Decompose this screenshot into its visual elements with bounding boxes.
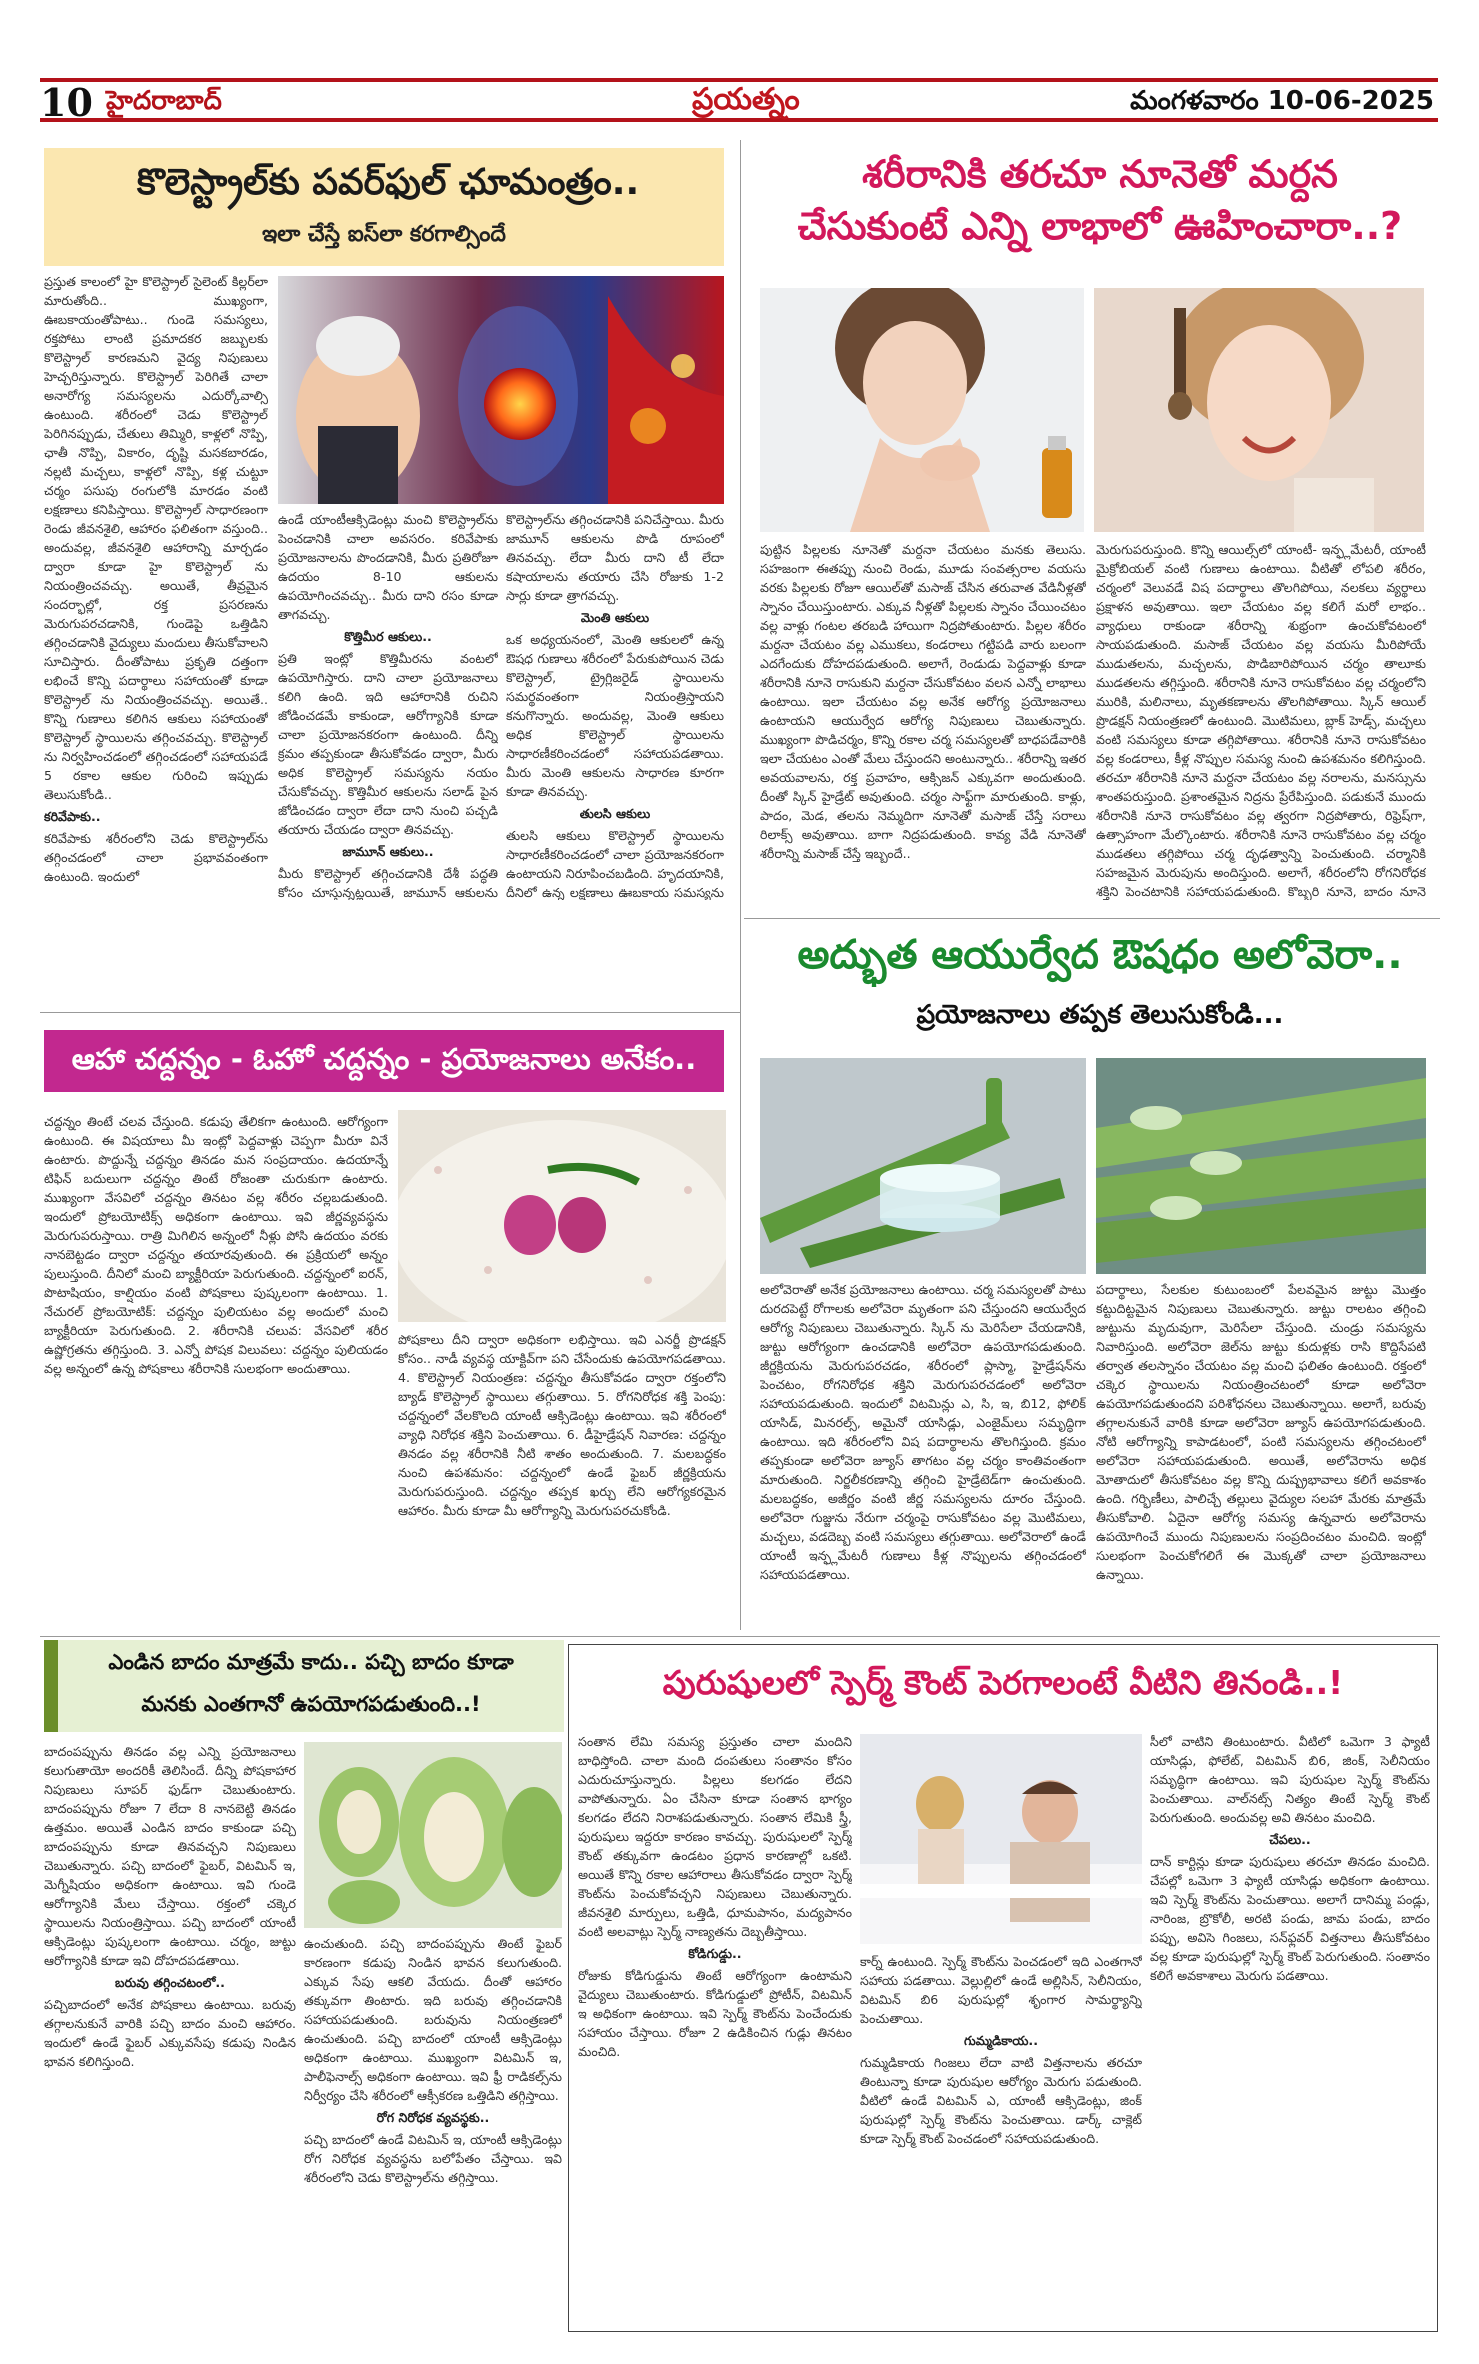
article5-col1 [44, 1742, 296, 2332]
article1-subhead-fenugreek: మెంతి ఆకులు [580, 610, 650, 625]
article1-subhead-guava: జామూన్ ఆకులు.. [342, 844, 434, 859]
article3-text-col1: అలోవెరాతో అనేక ప్రయోజనాలు ఉంటాయి. చర్మ సమస్యలతో పాటు దురదపెట్టే రోగాలకు అలోవెరా మృతంగా పని చేస్తుందని ఆయుర్వేద ఆరోగ్య నిపుణులు చెబుతున్నారు. స్కిన్ ను మెరిసేలా చేయడానికి, జుట్టు ఆరోగ్యంగా ఉంచడానికి అలోవెరా ఉపయోగపడుతుంది. జీర్ణక్రియను మెరుగుపరచడం, శరీరంలో ప్లాస్మా, హైడ్రేషన్‌ను పెంచటం, రోగనిరోధక శక్తిని మెరుగుపరచడంలో అలోవెరా సహాయపడుతుంది. ఇందులో విటమిన్లు ఎ, సి, ఇ, బి12, ఫోలిక్ యాసిడ్, మినరల్స్, అమైనో యాసిడ్లు, ఎంజైమ్‌లు సమృద్ధిగా ఉంటాయి. ఇది శరీరంలోని విష పదార్థాలను తొలగిస్తుంది. క్రమం తప్పకుండా అలోవెరా జ్యూస్ తాగటం వల్ల చర్మం కాంతివంతంగా మారుతుంది. నిర్జలీకరణాన్ని తగ్గించి హైడ్రేటెడ్‌గా ఉంచుతుంది. మలబద్ధకం, అజీర్ణం వంటి జీర్ణ సమస్యలను దూరం చేస్తుంది. అలోవెరా గుజ్జును నేరుగా చర్మంపై రాసుకోవటం వల్ల మొటిమలు, మచ్చలు, వడదెబ్బ వంటి సమస్యలు తగ్గుతాయి. అలోవెరాలో ఉండే యాంటీ ఇన్ఫ్లమేటరీ గుణాలు కీళ్ల నొప్పులను తగ్గించడంలో సహాయపడతాయి. [760, 1282, 1086, 1582]
article6-text-col1: సంతాన లేమి సమస్య ప్రస్తుతం చాలా మందిని బాధిస్తోంది. చాలా మంది దంపతులు సంతానం కోసం ఎదురుచూస్తున్నారు. పిల్లలు కలగడం లేదని వాపోతున్నారు. ఏం చేసినా కూడా సంతాన భాగ్యం కలగడం లేదని నిరాశపడుతున్నారు. సంతాన లేమికి స్త్రీ, పురుషులు ఇద్దరూ కారణం కావచ్చు. పురుషులలో స్పెర్మ్ కౌంట్ తక్కువగా ఉండటం ప్రధాన కారణాల్లో ఒకటి. అయితే కొన్ని రకాల ఆహారాలు తీసుకోవడం ద్వారా స్పెర్మ్ కౌంట్‌ను పెంచుకోవచ్చని నిపుణులు చెబుతున్నారు. జీవనశైలి మార్పులు, ఒత్తిడి, ధూమపానం, మద్యపానం వంటి అలవాట్లు స్పెర్మ్ నాణ్యతను దెబ్బతీస్తాయి. [578, 1734, 852, 1939]
cholesterol-illustration [278, 276, 724, 504]
aloe-gel-jar-photo [760, 1058, 1086, 1274]
article3-image-aloe-leaves [1096, 1058, 1426, 1274]
page-number: 10 [40, 80, 93, 125]
article6-text-col2: కార్న్ ఉంటుంది. స్పెర్మ్ కౌంట్‌ను పెంచడంలో ఇది ఎంతగానో సహాయ పడతాయి. వెల్లుల్లిలో ఉండే అల్లిసిన్, సెలీనియం, విటమిన్ బి6 పురుషుల్లో శృంగార సామర్థ్యాన్ని పెంచుతాయి. [860, 1954, 1142, 2026]
section-divider [40, 1012, 740, 1013]
article4-text-col2: పోషకాలు దీని ద్వారా అధికంగా లభిస్తాయి. ఇవి ఎనర్జీ ప్రొడక్షన్ కోసం.. నాడీ వ్యవస్థ యాక్టివ్‌గా పని చేసేందుకు ఉపయోగపడతాయి. 4. కొలెస్ట్రాల్ నియంత్రణ: చద్దన్నం తీసుకోవడం ద్వారా రక్తంలోని బ్యాడ్ కొలెస్ట్రాల్ స్థాయిలు తగ్గుతాయి. 5. రోగనిరోధక శక్తి పెంపు: చద్దన్నంలో వేలకొలది యాంటీ ఆక్సిడెంట్లు ఉంటాయి. ఇవి శరీరంలో వ్యాధి నిరోధక శక్తిని పెంచుతాయి. 6. డీహైడ్రేషన్ నివారణ: చద్దన్నం తినడం వల్ల శరీరానికి నీటి శాతం అందుతుంది. 7. మలబద్ధకం నుంచి ఉపశమనం: చద్దన్నంలో ఉండే ఫైబర్ జీర్ణక్రియను మెరుగుపరుస్తుంది. చద్దన్నం తప్పక ఖర్చు లేని ఆరోగ్యకరమైన ఆహారం. మీరు కూడా మీ ఆరోగ్యాన్ని మెరుగుపరచుకోండి. [398, 1332, 726, 1518]
article6-subhead2: గుమ్మడికాయ.. [964, 2033, 1038, 2048]
article1-text-col3b: ఒక అధ్యయనంలో, మెంతి ఆకులలో ఉన్న ఔషధ గుణాలు శరీరంలో పేరుకుపోయిన చెడు కొలెస్ట్రాల్, ట్రైగ్లిజరైడ్ స్థాయిలను సమర్థవంతంగా నియంత్రిస్తాయని కనుగొన్నారు. అందువల్ల, మెంతి ఆకులు అధిక కొలెస్ట్రాల్ స్థాయిలను సాధారణీకరించడంలో సహాయపడతాయి. మీరు మెంతి ఆకులను సాధారణ కూరగా కూడా తినవచ్చు. [506, 632, 724, 799]
article6-image-couple [860, 1734, 1142, 1944]
newspaper-brand: ప్రయత్నం [692, 82, 800, 117]
article5-text-col2: ఉంచుతుంది. పచ్చి బాదంపప్పును తింటే ఫైబర్ కారణంగా కడుపు నిండిన భావన కలుగుతుంది. ఎక్కువ సేపు ఆకలి వేయదు. దీంతో ఆహారం తక్కువగా తింటారు. ఇది బరువు తగ్గించడానికి సహాయపడుతుంది. బరువును నియంత్రణలో ఉంచుతుంది. పచ్చి బాదంలో యాంటీ ఆక్సిడెంట్లు అధికంగా ఉంటాయి. ముఖ్యంగా విటమిన్ ఇ, పాలీఫెనాల్స్ అధికంగా ఉంటాయి. ఇవి ఫ్రీ రాడికల్స్‌ను నిర్వీర్యం చేసి శరీరంలో ఆక్సీకరణ ఒత్తిడిని తగ్గిస్తాయి. [304, 1936, 562, 2103]
article1-text-col1: ప్రస్తుత కాలంలో హై కొలెస్ట్రాల్ సైలెంట్ కిల్లర్‌లా మారుతోంది.. ముఖ్యంగా, ఊబకాయంతోపాటు.. గుండె సమస్యలు, రక్తపోటు లాంటి ప్రమాదకర జబ్బులకు కొలెస్ట్రాల్ కారణమని వైద్య నిపుణులు హెచ్చరిస్తున్నారు. కొలెస్ట్రాల్ పెరిగితే చాలా అనారోగ్య సమస్యలను ఎదుర్కోవాల్సి ఉంటుంది. శరీరంలో చెడు కొలెస్ట్రాల్ పెరిగినప్పుడు, చేతులు తిమ్మిరి, కాళ్లలో నొప్పి, ఛాతీ నొప్పి, వికారం, దృష్టి మసకబారడం, నల్లటి మచ్చలు, కాళ్లలో నొప్పి, కళ్ల చుట్టూ చర్మం పసుపు రంగులోకి మారడం వంటి లక్షణాలు కనిపిస్తాయి. కొలెస్ట్రాల్ సాధారణంగా రెండు జీవనశైలి, ఆహారం ఫలితంగా వస్తుంది.. అందువల్ల, జీవనశైలి ఆహారాన్ని మార్చడం ద్వారా కూడా హై కొలెస్ట్రాల్ ను నియంత్రించవచ్చు. అయితే, తీవ్రమైన సందర్భాల్లో, రక్త ప్రసరణను మెరుగుపరచడానికి, గుండెపై ఒత్తిడిని తగ్గించడానికి వైద్యులు మందులు తీసుకోవాలని సూచిస్తారు. దీంతోపాటు ప్రకృతి దత్తంగా లభించే కొన్ని పదార్థాలు సహాయంతో కూడా కొలెస్ట్రాల్ ను నియంత్రించవచ్చు. అయితే.. కొన్ని గుణాలు కలిగిన ఆకులు సహాయంతో కొలెస్ట్రాల్ స్థాయిలను తగ్గించవచ్చు. కొలెస్ట్రాల్ ను నిర్వహించడంలో తగ్గించడంలో సహాయపడే 5 రకాల ఆకుల గురించి ఇప్పుడు తెలుసుకోండి.. [44, 274, 268, 802]
article1-text-col2c: మీరు కొలెస్ట్రాల్ తగ్గించడానికి దేశీ పద్ధతి కోసం చూస్తున్నట్లయితే, జామూన్ ఆకులను [278, 866, 498, 900]
article2-title [760, 148, 1440, 252]
section-divider [744, 918, 1440, 919]
green-almonds-photo [304, 1742, 562, 1928]
article5-headline-box [44, 1640, 564, 1732]
article3-text-col2: పదార్థాలు, సేలకుల కుటుంబంలో పేలవమైన జుట్టు మొత్తం కట్టుదిట్టమైన నిపుణులు చెబుతున్నారు. జుట్టు రాలటం తగ్గించి జుట్టును మృదువుగా, మెరిసేలా చేస్తుంది. చుండ్రు సమస్యను నివారిస్తుంది. అలోవెరా జెల్‌ను జుట్టు కుదుళ్లకు రాసి కొద్దిసేపటి తర్వాత తలస్నానం చేయటం వల్ల మంచి ఫలితం ఉంటుంది. రక్తంలో చక్కెర స్థాయిలను నియంత్రించటంలో కూడా అలోవెరా ఉపయోగపడుతుందని పరిశోధనలు చెబుతున్నాయి. అలాగే, బరువు తగ్గాలనుకునే వారికి కూడా అలోవెరా జ్యూస్ ఉపయోగపడుతుంది. నోటి ఆరోగ్యాన్ని కాపాడటంలో, పంటి సమస్యలను తగ్గించటంలో అలోవెరా సహాయపడుతుంది. అయితే, అలోవెరాను అధిక మోతాదులో తీసుకోవటం వల్ల కొన్ని దుష్ప్రభావాలు కలిగే అవకాశం ఉంది. గర్భిణీలు, పాలిచ్చే తల్లులు వైద్యుల సలహా మేరకు మాత్రమే తీసుకోవాలి. ఏదైనా ఆరోగ్య సమస్య ఉన్నవారు అలోవెరాను ఉపయోగించే ముందు నిపుణులను సంప్రదించటం మంచిది. ఇంట్లో సులభంగా పెంచుకోగలిగే ఈ మొక్కతో చాలా ప్రయోజనాలు ఉన్నాయి. [1096, 1282, 1426, 1582]
city-label: హైదరాబాద్ [106, 86, 222, 116]
issue-date: మంగళవారం 10-06-2025 [1130, 86, 1434, 116]
article1-headline-box [44, 148, 724, 266]
article2-text-col2: మెరుగుపరుస్తుంది. కొన్ని ఆయిల్స్‌లో యాంటీ- ఇన్ఫ్లమేటరీ, యాంటీ మైక్రోబియల్ వంటి గుణాలు ఉంటాయి. వీటితో లోపలి శరీరం, చర్మంలో వెలువడే విష పదార్థాలు తొలగిపోయి, నలకలు వ్యర్థాలు ప్రక్షాళన అవుతాయి. ఇలా చేయటం వల్ల కలిగే మరో లాభం.. వ్యాధులు రాకుండా శరీరాన్ని శుభ్రంగా ఉంచుకోవటంలో సాయపడుతుంది. మసాజ్ చేయటం వల్ల వయసు మీరిపోయే ముడుతలను, మచ్చలను, పొడిబారిపోయిన చర్మం తాలూకు ముడతలను తగ్గిస్తుంది. శరీరానికి నూనె రాసుకోవటం వల్ల చర్మంలోని మురికి, మలినాలు, మృతకణాలను తొలగిపోతాయి. స్కిన్ ఆయిల్ ప్రొడక్షన్ నియంత్రణలో ఉంటుంది. మొటిమలు, బ్లాక్ హెడ్స్, మచ్చలు వంటి సమస్యలు కూడా తగ్గిపోతాయి. శరీరానికి నూనె రాసుకోవటం వల్ల కండరాలు, కీళ్ల నొప్పుల సమస్య నుంచి ఉపశమనం కలిగిస్తుంది. తరచూ శరీరానికి నూనె మర్దనా చేయటం వల్ల నరాలను, మనస్సును శాంతపరుస్తుంది. ప్రశాంతమైన నిద్రను ప్రేరేపిస్తుంది. పడుకునే ముందు శరీరానికి నూనె రాసుకోవటం వల్ల త్వరగా నిద్రపోతారు, రిఫ్రెష్‌గా, ఉత్సాహంగా మేల్కొంటారు. శరీరానికి నూనె రాసుకోవటం వల్ల చర్మం ముడతలు తగ్గిపోయి చర్మ దృఢత్వాన్ని పెంచుతుంది. చర్మానికి సహజమైన మెరుపును అందిస్తుంది. అలాగే, శరీరంలోని రోగనిరోధక శక్తిని పెంచటానికి సహాయపడుతుంది. కొబ్బరి నూనె, బాదం నూనె [1096, 542, 1426, 899]
article1-text-col3: కొలెస్ట్రాల్‌ను తగ్గించడానికి పనిచేస్తాయి. మీరు జామూన్ ఆకులను పొడి రూపంలో తినవచ్చు. లేదా మీరు దాని టీ లేదా కషాయాలను తయారు చేసి రోజుకు 1-2 సార్లు కూడా త్రాగవచ్చు. [506, 512, 724, 603]
article6-text-col1-end: రోజుకు కోడిగుడ్డును తింటే ఆరోగ్యంగా ఉంటామని వైద్యులు చెబుతుంటారు. కోడిగుడ్డులో ప్రోటీన్, విటమిన్ ఇ అధికంగా ఉంటాయి. ఇవి స్పెర్మ్ కౌంట్‌ను పెంచేందుకు సహాయం చేస్తాయి. రోజూ 2 ఉడికించిన గుడ్లు తినటం మంచిది. [578, 1968, 852, 2059]
article1-subtitle: ఇలా చేస్తే ఐస్‌లా కరగాల్సిందే [262, 222, 506, 247]
article1-image-cholesterol [278, 276, 724, 504]
article2-col1 [760, 540, 1086, 900]
article1-title: కొలెస్ట్రాల్‌కు పవర్‌ఫుల్ ఛూమంత్రం.. [136, 162, 640, 203]
article1-text-col2: ఉండే యాంటీఆక్సిడెంట్లు మంచి కొలెస్ట్రాల్‌ను పెంచడానికి చాలా అవసరం. కరివేపాకు ప్రయోజనాలను పొందడానికి, మీరు ప్రతిరోజూ ఉదయం 8-10 ఆకులను ఉపయోగించవచ్చు.. మీరు దాని రసం కూడా తాగవచ్చు. [278, 512, 498, 622]
article1-subhead-coriander: కొత్తిమీర ఆకులు.. [344, 629, 432, 644]
article4-col2 [398, 1330, 726, 1630]
article6-col1 [578, 1732, 852, 2326]
article1-text-col1-end: కరివేపాకు శరీరంలోని చెడు కొలెస్ట్రాల్‌ను తగ్గించడంలో చాలా ప్రభావవంతంగా ఉంటుంది. ఇందులో [44, 831, 268, 884]
article5-text-col1-end: పచ్చిబాదంలో అనేక పోషకాలు ఉంటాయి. బరువు తగ్గాలనుకునే వారికి పచ్చి బాదం మంచి ఆహారం. ఇందులో ఉండే ఫైబర్ ఎక్కువసేపు కడుపు నిండిన భావన కలిగిస్తుంది. [44, 1997, 296, 2069]
article4-text-col1: చద్దన్నం తింటే చలవ చేస్తుంది. కడుపు తేలికగా ఉంటుంది. ఆరోగ్యంగా ఉంటుంది. ఈ విషయాలు మీ ఇంట్లో పెద్దవాళ్లు చెప్పగా మీరూ వినే ఉంటారు. పొద్దున్నే చద్దన్నం తినడం మన సంప్రదాయం. ఉదయాన్నే టిఫిన్ బదులుగా చద్దన్నం తింటే రోజంతా చురుకుగా ఉంటారు. ముఖ్యంగా వేసవిలో చద్దన్నం తినటం వల్ల శరీరం చల్లబడుతుంది. ఇందులో ప్రోబయోటిక్స్ అధికంగా ఉంటాయి. ఇవి జీర్ణవ్యవస్థను మెరుగుపరుస్తాయి. రాత్రి మిగిలిన అన్నంలో నీళ్లు పోసి ఉదయం వరకు నానబెట్టడం ద్వారా చద్దన్నం తయారవుతుంది. ఈ ప్రక్రియలో అన్నం పులుస్తుంది. దీనిలో మంచి బ్యాక్టీరియా పెరుగుతుంది. చద్దన్నంలో ఐరన్, పొటాషియం, కాల్షియం వంటి పోషకాలు పుష్కలంగా ఉంటాయి. 1. నేచురల్ ప్రోబయోటిక్: చద్దన్నం పులియటం వల్ల అందులో మంచి బ్యాక్టీరియా పెరుగుతుంది. 2. శరీరానికి చలువ: వేసవిలో శరీర ఉష్ణోగ్రతను తగ్గిస్తుంది. 3. ఎన్నో పోషక విలువలు: చద్దన్నం పులియడం వల్ల అన్నంలో ఉన్న పోషకాలు శరీరానికి సులభంగా అందుతాయి. [44, 1114, 388, 1376]
article5-col2 [304, 1934, 562, 2332]
article3-title: అద్భుత ఆయుర్వేద ఔషధం అలోవెరా.. [797, 932, 1403, 978]
article3-col1 [760, 1280, 1086, 1630]
article4-title: ఆహా చద్దన్నం - ఓహో చద్దన్నం - ప్రయోజనాలు అనేకం.. [71, 1042, 697, 1076]
fermented-rice-photo [398, 1110, 726, 1322]
section-divider [40, 1636, 1440, 1637]
article4-col1 [44, 1112, 388, 1630]
article2-title-line2: చేసుకుంటే ఎన్ని లాభాలో ఊహించారా..? [797, 204, 1403, 248]
article2-col2 [1096, 540, 1426, 900]
column-divider [740, 140, 741, 1630]
article1-subhead-tulsi: తులసి ఆకులు [579, 806, 651, 821]
article5-subhead2: రోగ నిరోధక వ్యవస్థకు.. [376, 2110, 490, 2125]
article4-headline-banner [44, 1030, 724, 1092]
article1-text-col2b: ప్రతి ఇంట్లో కొత్తిమీరను వంటలో ఉపయోగిస్తారు. దాని చాలా ప్రయోజనాలు కలిగి ఉంది. ఇది ఆహారానికి రుచిని జోడించడమే కాకుండా, ఆరోగ్యానికి కూడా చాలా ప్రయోజనకరంగా ఉంటుంది. దీన్ని క్రమం తప్పకుండా తీసుకోవడం ద్వారా, మీరు అధిక కొలెస్ట్రాల్ సమస్యను నయం చేసుకోవచ్చు. కొత్తిమీర ఆకులను సలాడ్ పైన జోడించడం ద్వారా లేదా దాని నుంచి పచ్చడి తయారు చేయడం ద్వారా తినవచ్చు. [278, 651, 498, 837]
article5-image-green-almonds [304, 1742, 562, 1928]
article2-image-serum [1094, 288, 1424, 532]
aloe-leaves-photo [1096, 1058, 1426, 1274]
article6-text-col3: సీలో వాటిని తింటుంటారు. వీటిలో ఒమెగా 3 ఫ్యాటీ యాసిడ్లు, ఫోలేట్, విటమిన్ బి6, జింక్, సెలీనియం సమృద్ధిగా ఉంటాయి. ఇవి పురుషుల స్పెర్మ్ కౌంట్‌ను పెంచుతాయి. వాల్‌నట్స్ నిత్యం తింటే స్పెర్మ్ కౌంట్ పెరుగుతుంది. అందువల్ల అవి తినటం మంచిది. [1150, 1734, 1430, 1825]
article2-image-neck-massage [760, 288, 1084, 532]
article3-subtitle: ప్రయోజనాలు తప్పక తెలుసుకోండి... [916, 1000, 1284, 1030]
article2-text-col1: పుట్టిన పిల్లలకు నూనెతో మర్దనా చేయటం మనకు తెలుసు. సహజంగా ఈతప్పు నుంచి రెండు, మూడు సంవత్సరాల వయసు వరకు పిల్లలకు రోజూ ఆయిల్‌తో మసాజ్ చేసిన తరువాత వేడినీళ్లతో స్నానం చేయిస్తుంటారు. ఎక్కువ నీళ్లతో పిల్లలకు స్నానం చేయించటం వల్ల వాళ్లు గంటల తరబడి హాయిగా నిద్రపోతుంటారు. పిల్లల శరీరం మర్దనా చేయటం వల్ల ఎముకలు, కండరాలు గట్టిపడి వారు బలంగా ఎదగేందుకు దోహదపడుతుంది. అలాగే, రెండుడు పెద్దవాళ్లు కూడా శరీరానికి నూనె రాసుకుని మర్దనా చేసుకోవటం వలన ఎన్నో లాభాలు ఉంటాయి. ఇలా చేయటం వల్ల అనేక ఆరోగ్య ప్రయోజనాలు ఉంటాయని ఆయుర్వేద ఆరోగ్య నిపుణులు చెబుతున్నారు. ముఖ్యంగా పొడిచర్మం, కొన్ని రకాల చర్మ సమస్యలతో బాధపడేవారికి ఇలా చేయటం ఎంతో మేలు చేస్తుందని అంటున్నారు.. శరీరాన్ని ఇతర అవయవాలను, రక్త ప్రవాహం, ఆక్సిజన్ ఎక్కువగా అందుతుంది. దీంతో స్కిన్ హైడ్రేట్ అవుతుంది. చర్మం సాఫ్ట్‌గా మారుతుంది. కాళ్లు, పాదం, మెడ, తలను నెమ్మదిగా నూనెతో మసాజ్ చేస్తే సరాలు రిలాక్స్ అవుతాయి. బాగా నిద్రపడుతుంది. కావ్య వేడి నూనెతో శరీరాన్ని మసాజ్ చేస్తే ఇబ్బందే.. [760, 542, 1086, 861]
article1-text-col3c: తులసి ఆకులు కొలెస్ట్రాల్ స్థాయిలను సాధారణీకరించడంలో చాలా ప్రయోజనకరంగా ఉంటాయని నిరూపించబడింది. హృదయానికి, దీనిలో ఉన్న లక్షణాలు ఊబకాయ సమస్యను [506, 828, 724, 900]
article1-subhead-curry: కరివేపాకు.. [44, 809, 101, 824]
article5-text-col2-end: పచ్చి బాదంలో ఉండే విటమిన్ ఇ, యాంటీ ఆక్సిడెంట్లు రోగ నిరోధక వ్యవస్థను బలోపేతం చేస్తాయి. ఇవి శరీరంలోని చెడు కొలెస్ట్రాల్‌ను తగ్గిస్తాయి. [304, 2132, 562, 2185]
article2-title-line1: శరీరానికి తరచూ నూనెతో మర్దన [862, 152, 1338, 196]
neck-massage-photo [760, 288, 1084, 532]
article4-image-rice [398, 1110, 726, 1322]
article1-col2 [278, 510, 498, 900]
article6-col3 [1150, 1732, 1430, 2326]
article5-text-col1: బాదంపప్పును తినడం వల్ల ఎన్ని ప్రయోజనాలు కలుగుతాయో అందరికీ తెలిసిందే. దీన్ని పోషకాహార నిపుణులు సూపర్ ఫుడ్‌గా చెబుతుంటారు. బాదంపప్పును రోజూ 7 లేదా 8 నానబెట్టి తినడం ఉత్తమం. అయితే ఎండిన బాదం కాకుండా పచ్చి బాదంపప్పును కూడా తినవచ్చని నిపుణులు చెబుతున్నారు. పచ్చి బాదంలో ఫైబర్, విటమిన్ ఇ, మెగ్నీషియం అధికంగా ఉంటాయి. ఇవి గుండె ఆరోగ్యానికి మేలు చేస్తాయి. రక్తంలో చక్కెర స్థాయిలను నియంత్రిస్తాయి. పచ్చి బాదంలో యాంటీ ఆక్సిడెంట్లు పుష్కలంగా ఉంటాయి. చర్మం, జుట్టు ఆరోగ్యానికి కూడా ఇవి దోహదపడతాయి. [44, 1744, 296, 1968]
article6-text-col3-end: దాన్ కార్టిన్లు కూడా పురుషులు తరచూ తినడం మంచిది. చేపల్లో ఒమెగా 3 ఫ్యాటీ యాసిడ్లు అధికంగా ఉంటాయి. ఇవి స్పెర్మ్ కౌంట్‌ను పెంచుతాయి. అలాగే దానిమ్మ పండ్లు, నారింజ, బ్రొకోలీ, అరటి పండు, జామ పండు, బాదం పప్పు, అవిసె గింజలు, సన్‌ఫ్లవర్ విత్తనాలు తీసుకోవటం వల్ల కూడా పురుషుల్లో స్పెర్మ్ కౌంట్ పెరుగుతుంది. సంతానం కలిగే అవకాశాలు మెరుగు పడతాయి. [1150, 1854, 1430, 1983]
article6-subhead: కోడిగుడ్డు.. [688, 1946, 742, 1961]
serum-face-photo [1094, 288, 1424, 532]
article3-image-aloe-jar [760, 1058, 1086, 1274]
article6-text-col2-end: గుమ్మడికాయ గింజలు లేదా వాటి విత్తనాలను తరచూ తింటున్నా కూడా పురుషుల ఆరోగ్యం మెరుగు పడుతుంది. వీటిలో ఉండే విటమిన్ ఎ, యాంటీ ఆక్సిడెంట్లు, జింక్ పురుషుల్లో స్పెర్మ్ కౌంట్‌ను పెంచుతాయి. డార్క్ చాక్లెట్ కూడా స్పెర్మ్ కౌంట్ పెంచడంలో సహాయపడుతుంది. [860, 2055, 1142, 2146]
worried-couple-photo [860, 1734, 1142, 1944]
article5-title-line2: మనకు ఎంతగానో ఉపయోగపడుతుంది..! [141, 1692, 481, 1716]
article6-col2 [860, 1952, 1142, 2326]
page-header [40, 78, 1438, 125]
article1-col3 [506, 510, 724, 900]
article5-subhead: బరువు తగ్గించటంలో.. [115, 1975, 225, 1990]
article6-title: పురుషులలో స్పెర్మ్ కౌంట్ పెరగాలంటే వీటిని తినండి..! [662, 1663, 1344, 1702]
article1-col1 [44, 272, 268, 900]
article6-subhead3: చేపలు.. [1269, 1832, 1311, 1847]
article5-title-line1: ఎండిన బాదం మాత్రమే కాదు.. పచ్చి బాదం కూడా [108, 1650, 514, 1674]
article3-col2 [1096, 1280, 1426, 1630]
